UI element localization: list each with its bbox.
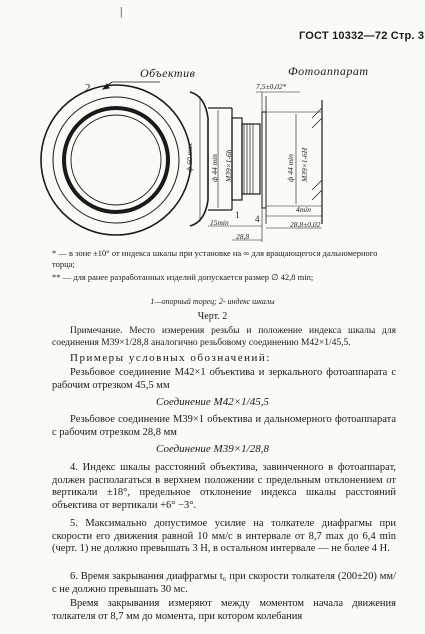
figure-number: Черт. 2 bbox=[197, 311, 228, 322]
page-mark: | bbox=[120, 4, 123, 18]
thread-section bbox=[232, 118, 242, 200]
connection-2: Соединение M39×1/28,8 bbox=[156, 443, 269, 455]
example-1: Резьбовое соединение M42×1 объектива и зеркального фотоаппарата с рабочим отрезком 45,5 мм bbox=[52, 367, 396, 391]
callout-2: 2 bbox=[85, 82, 91, 94]
examples-heading: Примеры условных обозначений: bbox=[70, 352, 271, 364]
dim-28-8-b-label: 28,8±0,02 bbox=[290, 220, 321, 229]
camera-flange bbox=[262, 112, 266, 208]
dim-44min-a-label: ф 44 min bbox=[210, 154, 219, 182]
dim-28-8-label: 28,8 bbox=[236, 232, 250, 241]
dim-15min-label: 15min bbox=[210, 218, 229, 227]
lens-thread-ring bbox=[64, 108, 168, 212]
drawing-legend: 1—опорный торец; 2- индекс шкалы bbox=[150, 297, 275, 306]
technical-drawing bbox=[0, 0, 425, 250]
lens-inner-ring bbox=[71, 115, 161, 205]
item-5: 5. Максимально допустимое усилие на толкателе диафрагмы при скорости его движения равной 10 мм/с в интервале от 8,7 max до 6,4 min (черт. 1) не должно превышать 3 Н, в остальном интервале — не более 4 Н. bbox=[52, 518, 396, 554]
dim-4min-label: 4min bbox=[296, 205, 311, 214]
item-7: Время закрывания измеряют между моментом начала движения толкателя от 8,7 мм до момента, при котором колебания bbox=[52, 598, 396, 622]
dim-top-label: 7,5±0,02* bbox=[256, 82, 287, 91]
dim-m39-b-label: M39×1-6H bbox=[300, 147, 309, 182]
dim-4-label: 4 bbox=[255, 214, 260, 224]
item-4: 4. Индекс шкалы расстояний объектива, завинченного в фотоаппарат, должен располагаться в верхнем положении с предельным отклонением от вертикали ±18°, предельное отклонение индекса шкалы расстояний объектива от вертикали +6° −3°. bbox=[52, 462, 396, 511]
dim-m39-label: M39×1-6h bbox=[224, 149, 233, 182]
page-header: ГОСТ 10332—72 Стр. 3 bbox=[299, 30, 425, 42]
caption-lens: Объектив bbox=[140, 66, 196, 80]
thread-hatch bbox=[244, 124, 253, 194]
caption-camera: Фотоаппарат bbox=[288, 64, 369, 78]
callout-1: 1 bbox=[235, 210, 240, 220]
thread-body bbox=[242, 124, 260, 194]
note-paragraph: Примечание. Место измерения резьбы и положение индекса шкалы для соединения M39×1/28,8 аналогично резьбовому соединению M42×1/45,5. bbox=[52, 326, 396, 348]
camera-hatch bbox=[312, 108, 322, 200]
item-6: 6. Время закрывания диафрагмы t₆ при скорости толкателя (200±20) мм/с не должно превышать 30 мс. bbox=[52, 571, 396, 595]
dim-60max-label: ф 60 max bbox=[185, 142, 194, 172]
lens-ring-2 bbox=[53, 97, 179, 223]
dim-44min-b-label: ф 44 min bbox=[286, 154, 295, 182]
footnote-2: ** — для ранее разработанных изделий допускается размер ∅ 42,8 min; bbox=[52, 272, 314, 282]
connection-1: Соединение M42×1/45,5 bbox=[156, 396, 269, 408]
footnote-1: * — в зоне ±10° от индекса шкалы при установке на ∞ для вращающегося дальномерного торца; bbox=[52, 248, 378, 269]
example-2: Резьбовое соединение M39×1 объектива и дальномерного фотоаппарата с рабочим отрезком 28,8 мм bbox=[52, 414, 396, 438]
